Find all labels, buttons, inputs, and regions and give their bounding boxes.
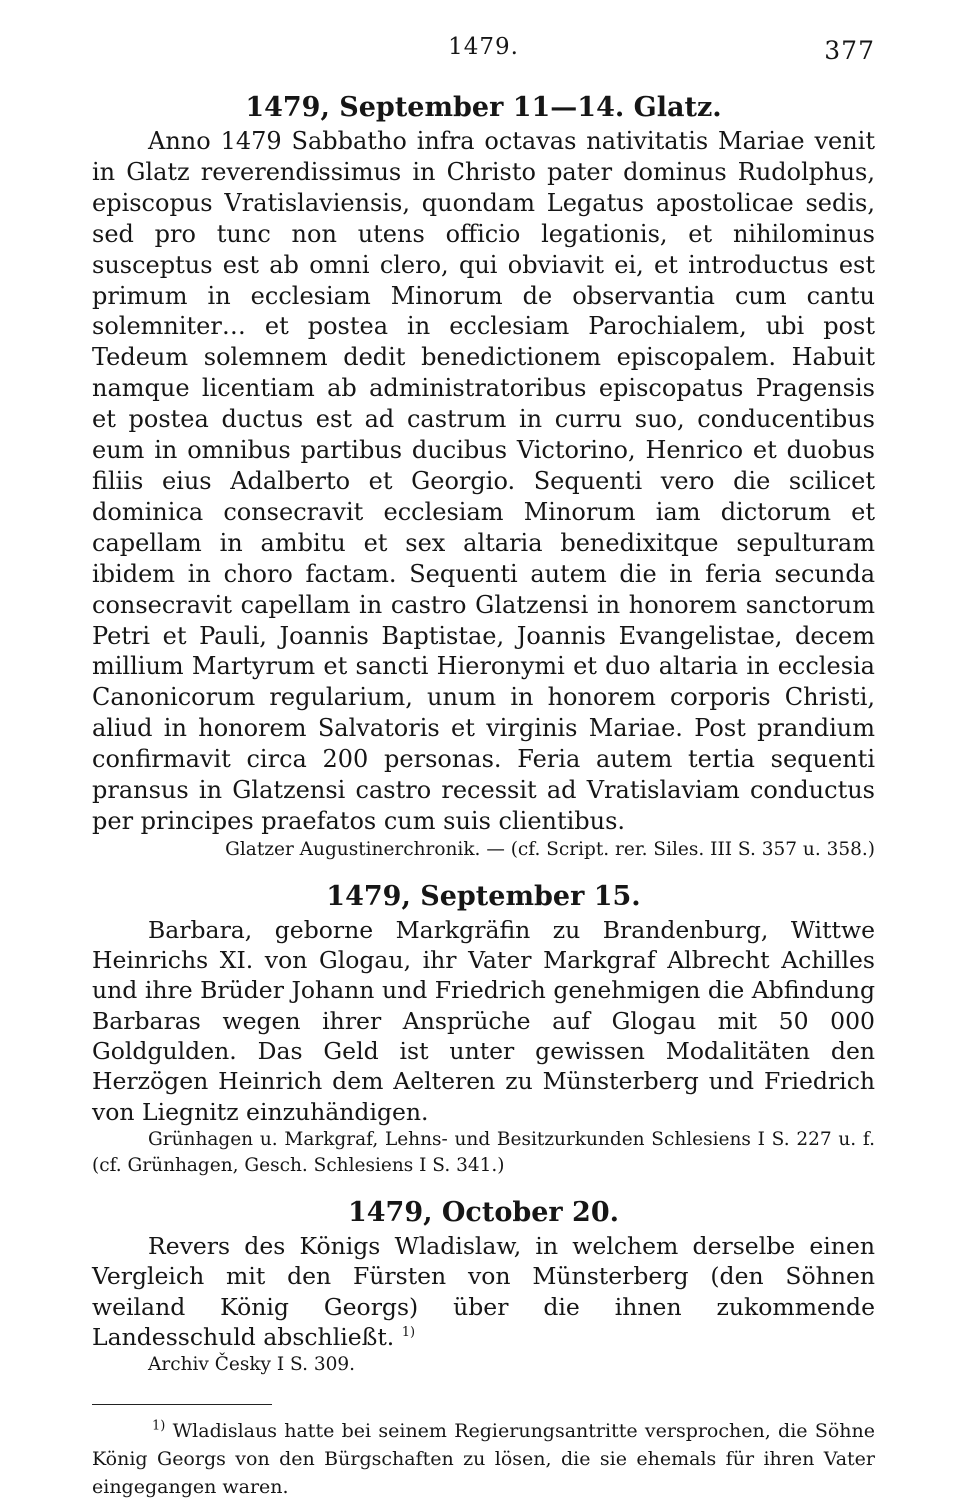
entry-body: Anno 1479 Sabbatho infra octavas nativitatis Mariae venit in Glatz reverendissimus in Christo pater dominus Rudolphus, episcopus Vratislaviensis, quondam Legatus apostolicae sedis, sed pro tunc non utens officio legationis, et nihilominus susceptus est ab omni clero, qui obviavit ei, et introductus est primum in ecclesiam Minorum de observantia cum cantu solemniter… et postea in ecclesiam Parochialem, ubi post Tedeum solemnem dedit benedictionem episcopalem. Habuit namque licentiam ab administratoribus episcopatus Pragensis et postea ductus est ad castrum in curru suo, conducentibus eum in omnibus partibus ducibus Victorino, Henrico et duobus filiis eius Adalberto et Georgio. Sequenti vero die scilicet dominica consecravit ecclesiam Minorum iam dictorum et capellam in ambitu et sex altaria benedixitque sepulturam ibidem in choro factam. Sequenti autem die in feria secunda consecravit capellam in castro Glatzensi in honorem sanctorum Petri et Pauli, Joannis Baptistae, Joannis Evangelistae, decem millium Martyrum et sancti Hieronymi et duo altaria in ecclesia Canonicorum regularium, unum in honorem corporis Christi, aliud in honorem Salvatoris et virginis Mariae. Post prandium confirmavit circa 200 personas. Feria autem tertia sequenti pransus in Glatzensi castro recessit ad Vratislaviam conductus per principes praefatos cum suis clientibus.	[92, 127, 875, 835]
entry-heading: 1479, October 20.	[347, 1196, 620, 1228]
footnote	[92, 1417, 875, 1501]
entry-heading: 1479, September 15.	[326, 880, 641, 912]
running-head-year: 1479.	[448, 34, 519, 60]
entry-heading: 1479, September 11—14. Glatz.	[245, 92, 722, 123]
entry-1479-september-15	[92, 879, 875, 1179]
entry-source: Archiv Česky I S. 309.	[148, 1354, 356, 1376]
entry-1479-september-11-14	[92, 90, 875, 863]
entry-source: Glatzer Augustinerchronik. — (cf. Script. rer. Siles. III S. 357 u. 358.)	[225, 838, 875, 860]
footnote-divider	[92, 1404, 272, 1405]
footnote-text: Wladislaus hatte bei seinem Regierungsantritte versprochen, die Söhne König Georgs von den Bürgschaften zu lösen, die sie ehemals für ihren Vater eingegangen waren.	[92, 1420, 875, 1499]
entry-body	[92, 1231, 875, 1352]
page-number: 377	[824, 36, 875, 65]
footnote-marker: 1)	[152, 1418, 166, 1434]
running-head	[92, 0, 875, 72]
entry-1479-october-20	[92, 1195, 875, 1378]
entry-source: Grünhagen u. Markgraf, Lehns- und Besitzurkunden Schlesiens I S. 227 u. f. (cf. Grünhagen, Gesch. Schlesiens I S. 341.)	[92, 1128, 875, 1176]
entry-body: Barbara, geborne Markgräfin zu Brandenburg, Wittwe Heinrichs XI. von Glogau, ihr Vater Markgraf Albrecht Achilles und ihre Brüder Johann und Friedrich genehmigen die Abfindung Barbaras wegen ihrer Ansprüche auf Glogau mit 50 000 Goldgulden. Das Geld ist unter gewissen Modalitäten den Herzögen Heinrich dem Aelteren zu Münsterberg und Friedrich von Liegnitz einzuhändigen.	[92, 915, 875, 1126]
footnote-reference: 1)	[401, 1324, 416, 1340]
entry-body-text: Revers des Königs Wladislaw, in welchem derselbe einen Vergleich mit den Fürsten von Münsterberg (den Söhnen weiland König Georgs) über die ihnen zukommende Landesschuld abschließt.	[92, 1231, 875, 1351]
